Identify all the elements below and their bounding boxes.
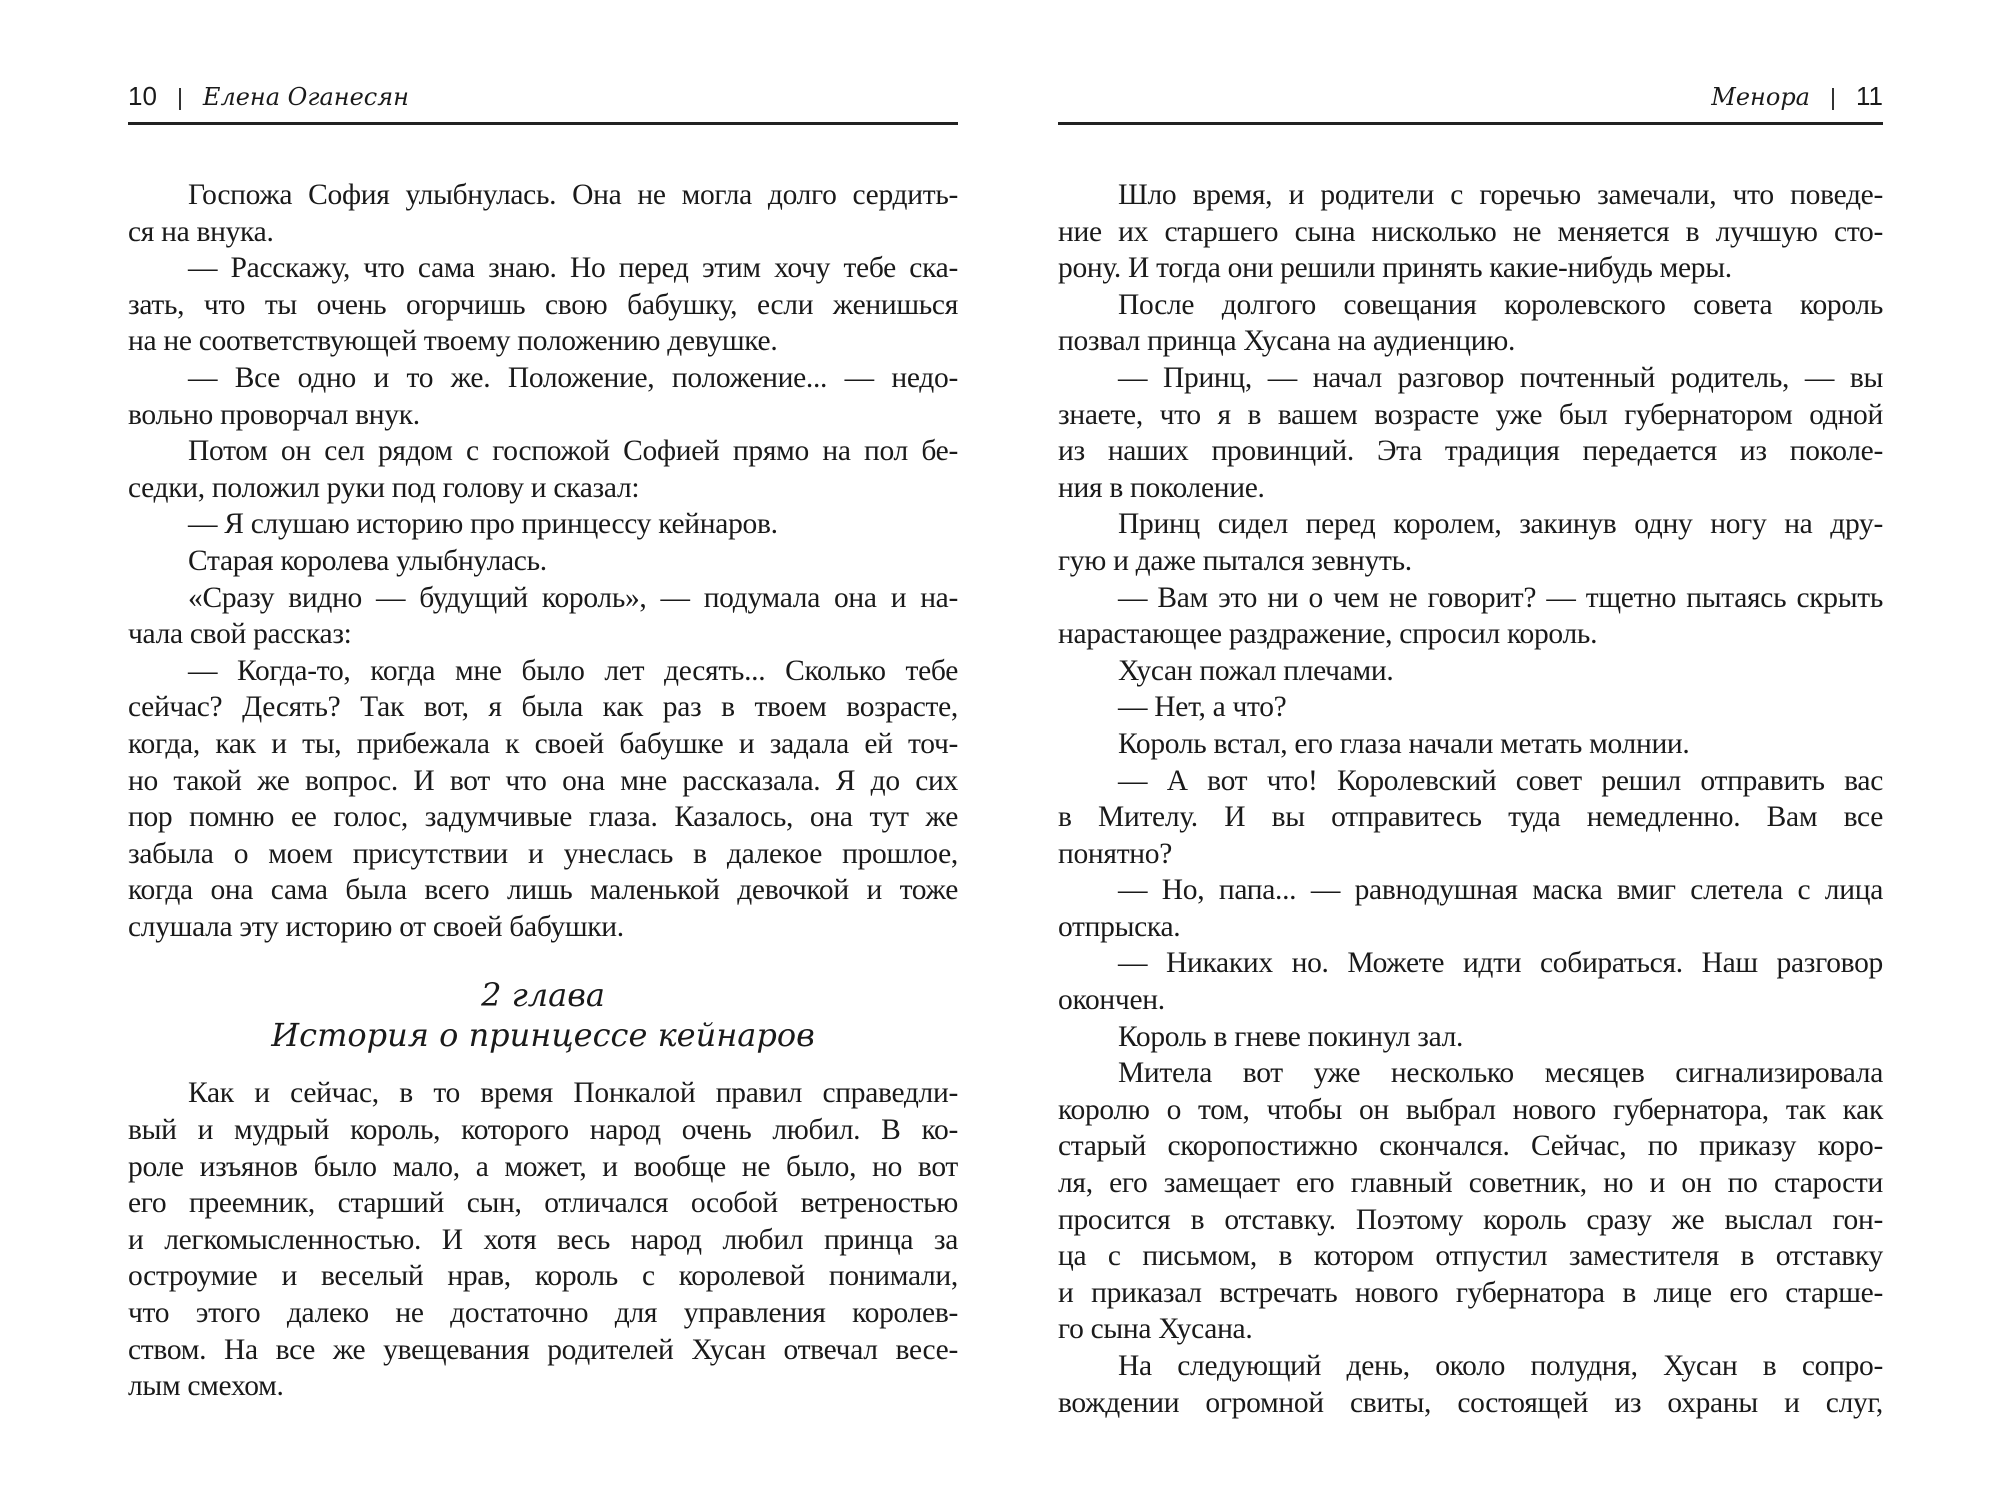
text-line: просится в отставку. Поэтому король сразу же выслал гон-	[1058, 1203, 1883, 1236]
text-line: Госпожа София улыбнулась. Она не могла долго сердить-	[188, 179, 958, 211]
text-line: отпрыска.	[1058, 910, 1181, 943]
text-line: — Все одно и то же. Положение, положение... — недо-	[188, 361, 958, 394]
text-line: ца с письмом, в котором отпустил заместителя в отставку	[1058, 1240, 1883, 1273]
left-page-body	[128, 177, 958, 1405]
paragraph	[1058, 1019, 1883, 1056]
chapter-heading	[128, 945, 958, 1075]
text-line: На следующий день, около полудня, Хусан в сопро-	[1118, 1350, 1883, 1382]
text-line: седки, положил руки под голову и сказал:	[128, 471, 640, 504]
paragraph	[128, 250, 958, 360]
text-line: После долгого совещания королевского совета король	[1118, 288, 1883, 321]
header-separator	[179, 88, 181, 110]
text-block	[128, 1075, 958, 1404]
header-rule	[1058, 122, 1883, 125]
text-line: Король встал, его глаза начали метать молнии.	[1118, 727, 1690, 760]
paragraph	[1058, 945, 1883, 1018]
text-line: Старая королева улыбнулась.	[188, 544, 547, 577]
text-line: остроумие и веселый нрав, король с королевой понимали,	[128, 1260, 958, 1293]
text-line: ся на внука.	[128, 215, 274, 248]
text-line: слушала эту историю от своей бабушки.	[128, 910, 624, 943]
text-line: в Мителу. И вы отправитесь туда немедленно. Вам все	[1058, 801, 1883, 834]
text-line: вый и мудрый король, которого народ очень любил. В ко-	[128, 1114, 958, 1147]
text-line: ля, его замещает его главный советник, но и он по старости	[1058, 1167, 1883, 1200]
text-line: и приказал встречать нового губернатора в лице его старше-	[1058, 1276, 1883, 1309]
text-block	[1058, 177, 1883, 1421]
right-page-body	[1058, 177, 1883, 1421]
text-line: вождении огромной свиты, состоящей из охраны и слуг,	[1058, 1386, 1883, 1419]
paragraph	[1058, 580, 1883, 653]
text-line: — Но, папа... — равнодушная маска вмиг слетела с лица	[1118, 874, 1883, 907]
page-number: 11	[1856, 81, 1883, 111]
text-line: «Сразу видно — будущий король», — подумала она и на-	[188, 581, 958, 614]
paragraph	[128, 360, 958, 433]
text-line: из наших провинций. Эта традиция передается из поколе-	[1058, 435, 1883, 468]
paragraph	[1058, 653, 1883, 690]
paragraph	[128, 177, 958, 250]
paragraph	[1058, 177, 1883, 287]
paragraph	[1058, 689, 1883, 726]
paragraph	[128, 653, 958, 946]
text-line: нарастающее раздражение, спросил король.	[1058, 618, 1598, 651]
text-line: окончен.	[1058, 984, 1165, 1017]
paragraph	[128, 433, 958, 506]
header-rule	[128, 122, 958, 125]
text-line: лым смехом.	[128, 1370, 284, 1403]
text-line: ния в поколение.	[1058, 471, 1265, 504]
text-line: чала свой рассказ:	[128, 618, 352, 651]
text-line: зать, что ты очень огорчишь свою бабушку, если женишься	[128, 288, 958, 321]
text-line: когда она сама была всего лишь маленькой девочкой и тоже	[128, 874, 958, 907]
text-line: ством. На все же увещевания родителей Хусан отвечал весе-	[128, 1333, 958, 1366]
text-line: на не соответствующей твоему положению девушке.	[128, 325, 778, 358]
text-line: роле изъянов было мало, а может, и вообще не было, но вот	[128, 1150, 958, 1183]
text-block	[128, 177, 958, 945]
header-separator	[1832, 88, 1834, 110]
left-page-header	[128, 76, 958, 116]
text-line: когда, как и ты, прибежала к своей бабушке и задала ей точ-	[128, 727, 958, 760]
page-number: 10	[128, 81, 157, 111]
text-line: сейчас? Десять? Так вот, я была как раз в твоем возрасте,	[128, 691, 958, 724]
text-line: Хусан пожал плечами.	[1118, 654, 1394, 687]
right-page-header	[1058, 76, 1883, 116]
text-line: — А вот что! Королевский совет решил отправить вас	[1118, 764, 1883, 797]
text-line: гую и даже пытался зевнуть.	[1058, 544, 1412, 577]
paragraph	[1058, 1055, 1883, 1348]
text-line: рону. И тогда они решили принять какие-нибудь меры.	[1058, 252, 1732, 285]
text-line: что этого далеко не достаточно для управления королев-	[128, 1297, 958, 1330]
text-line: вольно проворчал внук.	[128, 398, 420, 431]
text-line: позвал принца Хусана на аудиенцию.	[1058, 325, 1516, 358]
paragraph	[1058, 287, 1883, 360]
text-line: го сына Хусана.	[1058, 1313, 1253, 1346]
text-line: и легкомысленностью. И хотя весь народ любил принца за	[128, 1223, 958, 1256]
text-line: — Расскажу, что сама знаю. Но перед этим хочу тебе ска-	[188, 252, 958, 285]
text-line: его преемник, старший сын, отличался особой ветреностью	[128, 1187, 958, 1220]
text-line: Шло время, и родители с горечью замечали, что поведе-	[1118, 179, 1883, 211]
running-title: Елена Оганесян	[202, 83, 409, 111]
text-line: — Вам это ни о чем не говорит? — тщетно пытаясь скрыть	[1118, 581, 1883, 614]
paragraph	[128, 1075, 958, 1404]
paragraph	[128, 506, 958, 543]
paragraph	[128, 543, 958, 580]
text-line: Потом он сел рядом с госпожой Софией прямо на пол бе-	[188, 435, 958, 468]
paragraph	[1058, 1348, 1883, 1421]
text-line: ние их старшего сына нисколько не меняется в лучшую сто-	[1058, 215, 1883, 248]
text-line: забыла о моем присутствии и унеслась в далекое прошлое,	[128, 837, 958, 870]
paragraph	[1058, 360, 1883, 506]
paragraph	[1058, 726, 1883, 763]
paragraph	[1058, 872, 1883, 945]
chapter-number: 2 глава	[481, 976, 605, 1015]
text-line: Король в гневе покинул зал.	[1118, 1020, 1464, 1053]
paragraph	[128, 580, 958, 653]
paragraph	[1058, 763, 1883, 873]
text-line: но такой же вопрос. И вот что она мне рассказала. Я до сих	[128, 764, 958, 797]
text-line: знаете, что я в вашем возрасте уже был губернатором одной	[1058, 398, 1883, 431]
text-line: королю о том, чтобы он выбрал нового губернатора, так как	[1058, 1093, 1883, 1126]
text-line: старый скоропостижно скончался. Сейчас, по приказу коро-	[1058, 1130, 1883, 1163]
text-line: — Принц, — начал разговор почтенный родитель, — вы	[1118, 361, 1883, 394]
text-line: понятно?	[1058, 837, 1173, 870]
paragraph	[1058, 506, 1883, 579]
text-line: — Когда-то, когда мне было лет десять... Сколько тебе	[188, 654, 958, 687]
text-line: Как и сейчас, в то время Понкалой правил справедли-	[188, 1077, 958, 1110]
text-line: Принц сидел перед королем, закинув одну ногу на дру-	[1118, 508, 1883, 541]
text-line: — Нет, а что?	[1118, 691, 1287, 724]
text-line: Митела вот уже несколько месяцев сигнализировала	[1118, 1057, 1883, 1090]
text-line: — Я слушаю историю про принцессу кейнаров.	[188, 508, 778, 541]
text-line: — Никаких но. Можете идти собираться. Наш разговор	[1118, 947, 1883, 980]
running-title: Менора	[1711, 83, 1810, 111]
chapter-title: История о принцессе кейнаров	[271, 1016, 815, 1055]
text-line: пор помню ее голос, задумчивые глаза. Казалось, она тут же	[128, 801, 958, 834]
